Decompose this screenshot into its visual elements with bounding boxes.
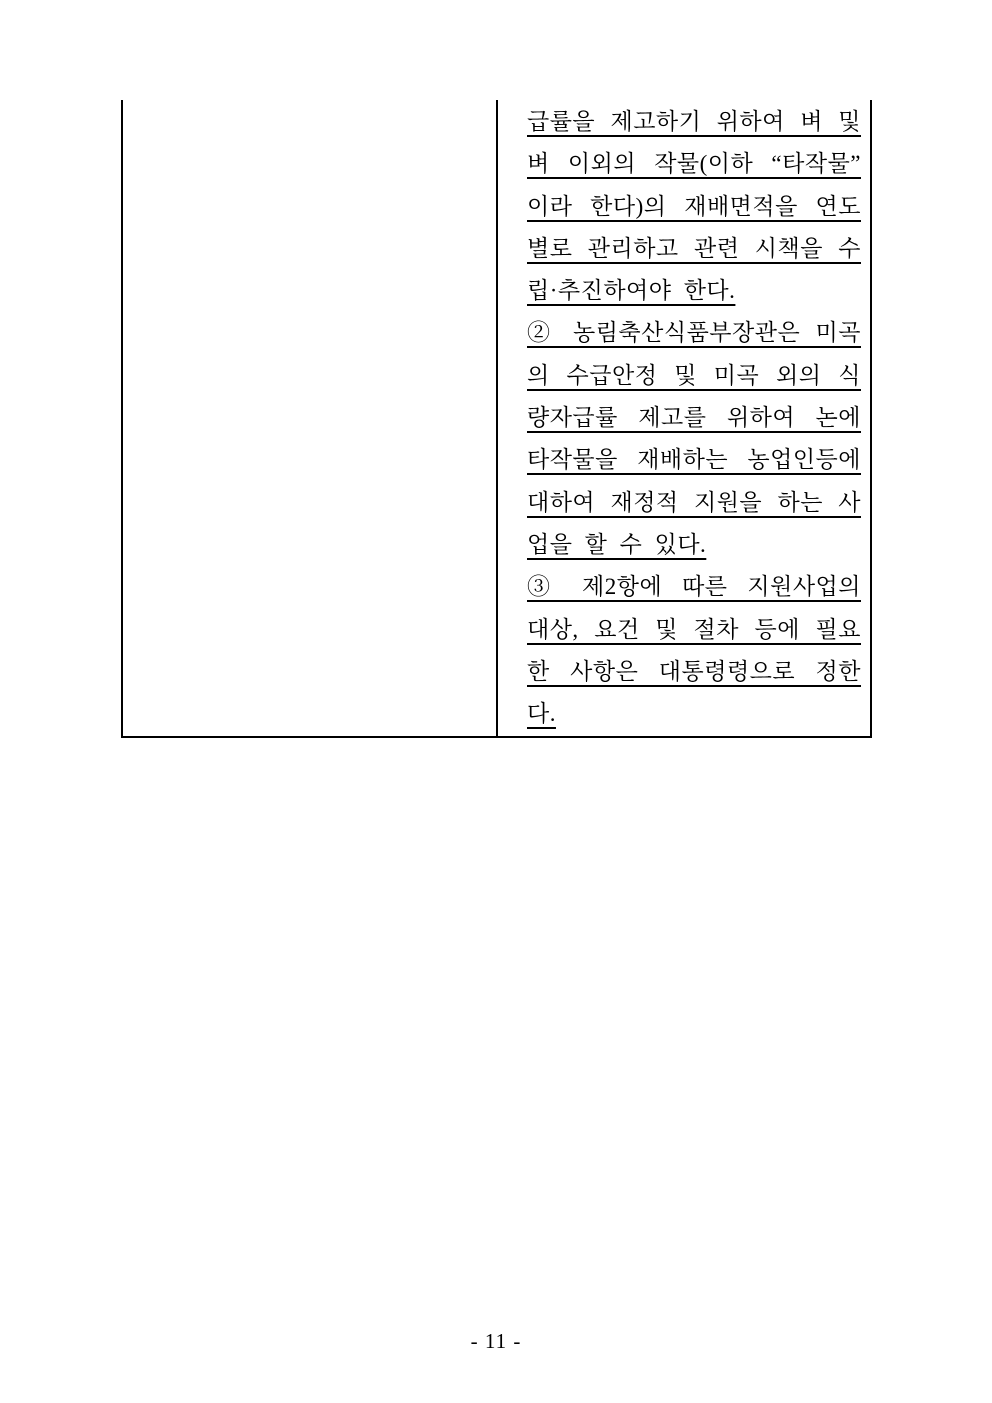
- text-line: [527, 439, 861, 481]
- text-line: [527, 397, 861, 439]
- text-line: [527, 482, 861, 524]
- table-cell-left: [121, 100, 496, 736]
- text-line: [527, 355, 861, 397]
- underlined-text: 다.: [527, 701, 556, 727]
- text-line: [527, 524, 861, 566]
- underlined-text: 의 수급안정 및 미곡 외의 식: [527, 362, 861, 388]
- underlined-text: 대상, 요건 및 절차 등에 필요: [527, 616, 861, 642]
- underlined-text: 대하여 재정적 지원을 하는 사: [527, 489, 861, 515]
- underlined-text: ③ 제2항에 따른 지원사업의: [527, 574, 861, 600]
- text-line: [527, 186, 861, 228]
- page-number: - 11 -: [470, 1329, 522, 1353]
- underlined-text: 별로 관리하고 관련 시책을 수: [527, 235, 861, 261]
- table-cell-right: [496, 100, 872, 736]
- underlined-text: 량자급률 제고를 위하여 논에: [527, 405, 861, 431]
- text-line: [527, 566, 861, 608]
- text-line: [527, 609, 861, 651]
- amendment-table: [121, 100, 872, 738]
- underlined-text: 한 사항은 대통령령으로 정한: [527, 658, 861, 684]
- text-line: [527, 693, 861, 735]
- text-line: [527, 143, 861, 185]
- underlined-text: 벼 이외의 작물(이하 “타작물”: [527, 151, 861, 177]
- underlined-text: 립·추진하여야 한다.: [527, 278, 736, 304]
- text-line: [527, 312, 861, 354]
- text-line: [527, 101, 861, 143]
- text-line: [527, 270, 861, 312]
- underlined-text: 업을 할 수 있다.: [527, 531, 707, 557]
- underlined-text: 급률을 제고하기 위하여 벼 및: [527, 109, 861, 134]
- underlined-text: ② 농림축산식품부장관은 미곡: [527, 320, 861, 346]
- underlined-text: 이라 한다)의 재배면적을 연도: [527, 193, 861, 219]
- text-line: [527, 651, 861, 693]
- text-line: [527, 228, 861, 270]
- underlined-text: 타작물을 재배하는 농업인등에: [527, 447, 861, 473]
